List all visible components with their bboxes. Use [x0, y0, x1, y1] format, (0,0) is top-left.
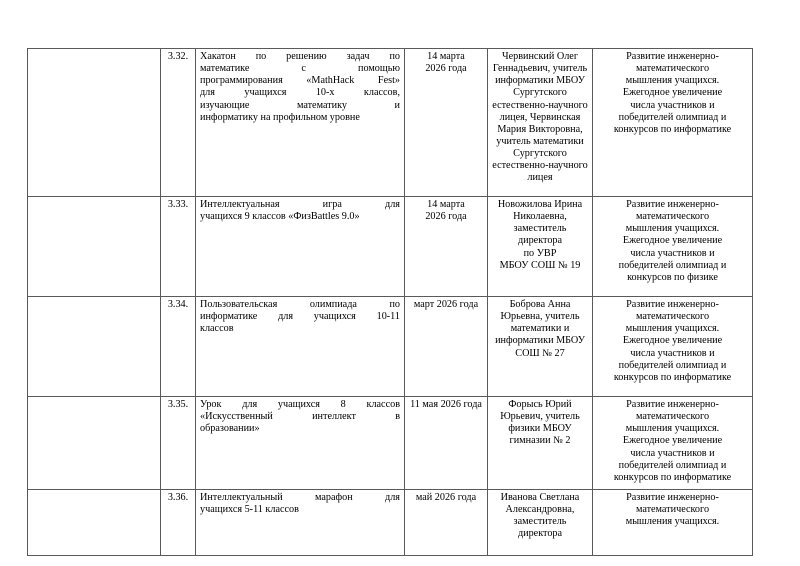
text-line: Геннадьевич, учитель [492, 63, 588, 75]
text-line: информатику на профильном уровне [200, 111, 360, 123]
text-line: мышления учащихся. [625, 423, 720, 435]
text-line: математического [635, 63, 710, 75]
text-line: числа участников и [630, 347, 715, 359]
text-line: математического [635, 411, 710, 423]
text-line: 2026 года [425, 63, 467, 75]
text-line: лицея, Червинская [499, 111, 581, 123]
text-line: Форысь Юрий [508, 399, 572, 410]
text-line: Николаевна, [513, 211, 567, 223]
text-line: Развитие инженерно- [626, 299, 719, 310]
plan-table [27, 48, 753, 556]
text-line: заместитель директора [513, 516, 567, 540]
text-line: Юрьевич, учитель [500, 411, 580, 423]
cell-empty [28, 49, 161, 197]
table-row [28, 397, 753, 490]
text-line: Червинский Олег [501, 51, 578, 62]
text-line: заместитель директора [513, 223, 567, 247]
text-line: Юрьевна, учитель [500, 311, 580, 323]
text-line: мышления учащихся. [625, 323, 720, 335]
text-line: мышления учащихся. [625, 75, 720, 87]
text-line: учитель математики [496, 135, 584, 147]
text-line: математического [635, 211, 710, 223]
text-line: классов [200, 323, 234, 335]
cell-number: 3.36. [161, 490, 196, 556]
text-line: мышления учащихся. [625, 223, 720, 235]
text-line: победителей олимпиад и [618, 459, 727, 471]
text-line: 2026 года [425, 211, 467, 223]
cell-result [593, 197, 753, 297]
text-line: Пользовательская олимпиада по [200, 299, 400, 310]
text-line: Ежегодное увеличение [622, 235, 723, 247]
text-line: конкурсов по информатике [613, 371, 732, 383]
text-line: математики и [510, 323, 570, 335]
text-line: физики МБОУ [508, 423, 572, 435]
text-line: Развитие инженерно- [626, 51, 719, 62]
text-line: конкурсов по информатике [613, 123, 732, 135]
text-line: 14 марта [427, 51, 465, 62]
text-line: информатики МБОУ [495, 75, 585, 87]
text-line: Сургутского [513, 87, 567, 99]
cell-number: 3.35. [161, 397, 196, 490]
cell-event [196, 197, 405, 297]
text-line: математике с помощью [200, 63, 400, 75]
text-line: учащихся 9 классов «ФизBattles 9.0» [200, 211, 360, 223]
text-line: «Искусственный интеллект в [200, 411, 400, 423]
text-line: Ежегодное увеличение [622, 335, 723, 347]
text-line: Иванова Светлана [500, 492, 580, 503]
text-line: числа участников и [630, 447, 715, 459]
table-body [28, 49, 753, 556]
text-line: Развитие инженерно- [626, 199, 719, 210]
cell-empty [28, 197, 161, 297]
cell-responsible [488, 197, 593, 297]
cell-event [196, 49, 405, 197]
cell-number: 3.34. [161, 297, 196, 397]
text-line: победителей олимпиад и [618, 359, 727, 371]
cell-result [593, 49, 753, 197]
text-line: март 2026 года [413, 299, 479, 310]
cell-result [593, 397, 753, 490]
cell-number: 3.32. [161, 49, 196, 197]
text-line: информатики МБОУ [495, 335, 585, 347]
cell-date [405, 397, 488, 490]
text-line: май 2026 года [415, 492, 477, 503]
text-line: программирования «MathHack Fest» [200, 75, 400, 87]
cell-result [593, 297, 753, 397]
text-line: Ежегодное увеличение [622, 435, 723, 447]
cell-date [405, 490, 488, 556]
cell-event [196, 297, 405, 397]
table-row [28, 297, 753, 397]
text-line: СОШ № 27 [515, 347, 565, 359]
text-line: образовании» [200, 423, 260, 435]
cell-date [405, 197, 488, 297]
text-line: Ежегодное увеличение [622, 87, 723, 99]
text-line: Урок для учащихся 8 классов [200, 399, 400, 410]
text-line: Александровна, [505, 504, 575, 516]
text-line: Мария Викторовна, [497, 123, 583, 135]
cell-event [196, 397, 405, 490]
text-line: информатике для учащихся 10-11 [200, 311, 400, 323]
text-line: конкурсов по информатике [613, 471, 732, 483]
table-row [28, 49, 753, 197]
text-line: мышления учащихся. [625, 516, 720, 528]
text-line: Развитие инженерно- [626, 492, 719, 503]
text-line: естественно-научного [492, 160, 588, 172]
cell-empty [28, 397, 161, 490]
table-row [28, 490, 753, 556]
cell-empty [28, 490, 161, 556]
text-line: МБОУ СОШ № 19 [499, 259, 581, 271]
text-line: 14 марта [427, 199, 465, 210]
text-line: Хакатон по решению задач по [200, 51, 400, 62]
text-line: Интеллектуальный марафон для [200, 492, 400, 503]
text-line: математического [635, 311, 710, 323]
text-line: Развитие инженерно- [626, 399, 719, 410]
text-line: Сургутского [513, 148, 567, 160]
cell-responsible [488, 397, 593, 490]
cell-date [405, 297, 488, 397]
text-line: для учащихся 10-х классов, [200, 87, 400, 99]
cell-responsible [488, 490, 593, 556]
cell-number: 3.33. [161, 197, 196, 297]
text-line: по УВР [523, 247, 557, 259]
text-line: числа участников и [630, 247, 715, 259]
text-line: математического [635, 504, 710, 516]
text-line: конкурсов по физике [627, 271, 718, 283]
table-row [28, 197, 753, 297]
text-line: Интеллектуальная игра для [200, 199, 400, 210]
text-line: гимназии № 2 [509, 435, 571, 447]
text-line: 11 мая 2026 года [410, 399, 482, 410]
text-line: Боброва Анна [509, 299, 571, 310]
text-line: изучающие математику и [200, 99, 400, 111]
text-line: победителей олимпиад и [618, 111, 727, 123]
cell-event [196, 490, 405, 556]
cell-responsible [488, 297, 593, 397]
text-line: учащихся 5-11 классов [200, 504, 299, 516]
cell-result [593, 490, 753, 556]
text-line: Новожилова Ирина [497, 199, 583, 210]
text-line: победителей олимпиад и [618, 259, 727, 271]
cell-date [405, 49, 488, 197]
cell-empty [28, 297, 161, 397]
text-line: лицея [527, 172, 553, 184]
cell-responsible [488, 49, 593, 197]
text-line: естественно-научного [492, 99, 588, 111]
text-line: числа участников и [630, 99, 715, 111]
